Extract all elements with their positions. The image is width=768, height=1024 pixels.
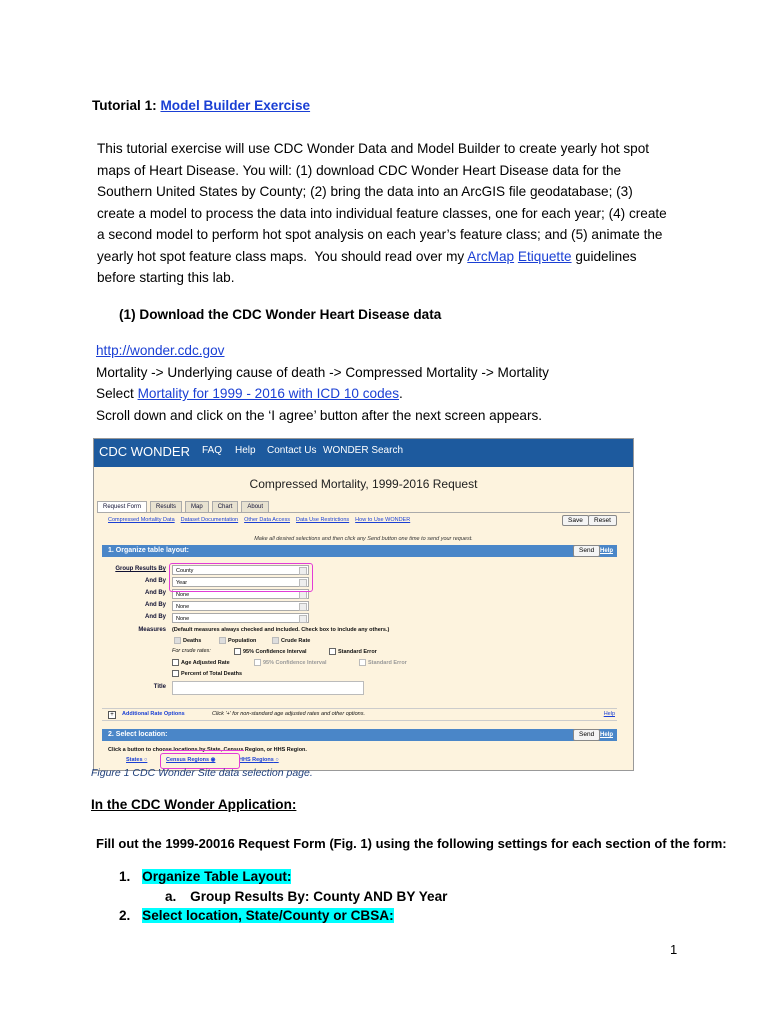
checkbox-disabled (219, 637, 226, 644)
list-text: Group Results By: County AND BY Year (190, 889, 448, 904)
section-title: 2. Select location: (108, 731, 168, 738)
option-label: 95% Confidence Interval (263, 659, 327, 666)
list-number: 2. (119, 908, 131, 923)
cdc-wonder-logo: CDC WONDER (99, 444, 190, 459)
reset-button[interactable]: Reset (588, 515, 617, 526)
nav-contact-us[interactable]: Contact Us (267, 445, 317, 456)
group-by-select-4[interactable] (172, 601, 309, 611)
checkbox-disabled (174, 637, 181, 644)
section-organize-table (102, 545, 617, 557)
tab-about[interactable]: About (241, 501, 269, 512)
intro-line: a second model to perform hot spot analysis on each year’s feature class; and (5) animate the (97, 227, 663, 242)
select-value: None (176, 592, 190, 598)
tutorial-prefix: Tutorial 1: (92, 98, 161, 113)
radio-label: Census Regions (166, 757, 210, 763)
title-input[interactable] (172, 681, 364, 695)
option-label: Standard Error (368, 659, 407, 666)
intro-line: maps of Heart Disease. You will: (1) download CDC Wonder Heart Disease data for the (97, 162, 622, 178)
select-value: None (176, 616, 190, 622)
option-label: Standard Error (338, 648, 377, 655)
measures-label: Measures (138, 627, 166, 633)
additional-rate-options-row (102, 708, 617, 721)
checkbox[interactable] (329, 648, 336, 655)
radio-census-regions[interactable]: Census Regions ◉ (166, 757, 216, 763)
and-by-label: And By (145, 590, 166, 596)
intro-paragraph (97, 138, 697, 289)
help-link[interactable]: Help (599, 548, 613, 554)
app-heading: In the CDC Wonder Application: (91, 797, 297, 812)
location-note: Click a button to choose locations by State, Census Region, or HHS Region. (108, 747, 307, 753)
cdc-wonder-screenshot (93, 438, 634, 771)
annotation-highlight (169, 563, 313, 592)
dataset-link[interactable]: Compressed Mortality Data (108, 517, 175, 523)
group-results-label: Group Results By (115, 566, 166, 572)
crude-rates-label: For crude rates: (172, 648, 211, 654)
radio-label: States (126, 757, 143, 763)
etiquette-link[interactable]: Etiquette (517, 248, 572, 264)
help-link[interactable]: Help (603, 711, 615, 717)
option-label: Age Adjusted Rate (181, 659, 230, 666)
additional-options-note: Click '+' for non-standard age adjusted rates and other options. (212, 711, 365, 717)
select-prefix: Select (96, 386, 138, 401)
and-by-label: And By (145, 578, 166, 584)
measure-label: Population (228, 637, 257, 644)
form-tabs (97, 501, 269, 512)
list-number: 1. (119, 869, 131, 884)
expand-plus-icon[interactable]: + (108, 711, 116, 719)
fill-instructions: Fill out the 1999-20016 Request Form (Fig. 1) using the following settings for each section of the form: (96, 836, 727, 851)
list-item (119, 866, 291, 888)
measure-label: Deaths (183, 637, 202, 644)
group-by-select-5[interactable] (172, 613, 309, 623)
list-item (119, 905, 394, 927)
request-title: Compressed Mortality, 1999-2016 Request (249, 477, 478, 491)
page-number: 1 (670, 942, 678, 957)
dataset-link[interactable]: Other Data Access (244, 517, 290, 523)
tab-request-form[interactable]: Request Form (97, 501, 147, 512)
dataset-link[interactable]: How to Use WONDER (355, 517, 411, 523)
model-builder-link[interactable]: Model Builder Exercise (160, 98, 311, 113)
send-button[interactable]: Send (573, 545, 600, 557)
tab-map[interactable]: Map (185, 501, 209, 512)
measure-default-population (219, 637, 256, 644)
checkbox[interactable] (172, 659, 179, 666)
chevron-down-icon (299, 591, 307, 599)
nav-path-text: Mortality -> Underlying cause of death -> Compressed Mortality -> Mortality (96, 364, 549, 380)
send-note: Make all desired selections and then click any Send button one time to send your request. (254, 536, 473, 542)
dataset-link[interactable]: Data Use Restrictions (295, 517, 350, 523)
nav-wonder-search[interactable]: WONDER Search (323, 445, 404, 456)
measures-note: (Default measures always checked and included. Check box to include any others.) (172, 627, 390, 633)
send-button[interactable]: Send (573, 729, 600, 741)
checkbox[interactable] (172, 670, 179, 677)
list-text-highlighted: Organize Table Layout: (142, 869, 292, 884)
list-letter: a. (165, 889, 177, 904)
checkbox[interactable] (254, 659, 261, 666)
nav-help[interactable]: Help (235, 445, 256, 456)
select-line (96, 383, 549, 405)
tutorial-title (92, 95, 310, 117)
instructions (96, 340, 549, 426)
dataset-link[interactable]: Dataset Documentation (180, 517, 239, 523)
step1-heading: (1) Download the CDC Wonder Heart Disease data (119, 307, 442, 322)
checkbox-disabled (272, 637, 279, 644)
crude-se-option[interactable] (329, 648, 377, 655)
option-label: Percent of Total Deaths (181, 670, 243, 677)
arcmap-link[interactable]: ArcMap (467, 248, 515, 264)
figure-caption: Figure 1 CDC Wonder Site data selection page. (91, 767, 313, 779)
option-label: 95% Confidence Interval (243, 648, 307, 655)
cdc-wonder-url-link[interactable]: http://wonder.cdc.gov (96, 343, 225, 358)
tab-results[interactable]: Results (150, 501, 182, 512)
select-suffix: . (399, 386, 403, 401)
additional-options-label[interactable]: Additional Rate Options (122, 711, 185, 717)
select-value: Year (176, 580, 188, 586)
scroll-text: Scroll down and click on the ‘I agree’ button after the next screen appears. (96, 407, 543, 423)
chevron-down-icon (299, 615, 307, 623)
radio-hhs-regions[interactable]: HHS Regions ○ (239, 757, 279, 763)
checkbox[interactable] (234, 648, 241, 655)
strikethrough-annotation (164, 750, 244, 751)
and-by-label: And By (145, 614, 166, 620)
intro-line: before starting this lab. (97, 270, 235, 285)
age-se-option[interactable] (359, 659, 407, 666)
cdc-header-bar (94, 439, 633, 467)
intro-line-with-link (97, 246, 697, 268)
section-title: 1. Organize table layout: (108, 547, 189, 554)
intro-line: This tutorial exercise will use CDC Wonder Data and Model Builder to create yearly hot spot (97, 141, 650, 156)
age-ci-option[interactable] (254, 659, 327, 666)
save-button[interactable]: Save (562, 515, 589, 526)
dataset-links (108, 517, 410, 523)
list-text-highlighted: Select location, State/County or CBSA: (142, 908, 394, 923)
section-select-location (102, 729, 617, 741)
checkbox[interactable] (359, 659, 366, 666)
intro-line: create a model to process the data into individual feature classes, one for each year; (4) create (97, 205, 667, 221)
mortality-icd10-link[interactable]: Mortality for 1999 - 2016 with ICD 10 codes (137, 386, 399, 401)
measure-label: Crude Rate (281, 637, 311, 644)
select-value: County (176, 568, 194, 574)
radio-states[interactable]: States ○ (126, 757, 148, 763)
select-value: None (176, 604, 190, 610)
chevron-down-icon (299, 603, 307, 611)
percent-deaths-option[interactable] (172, 670, 242, 677)
tab-chart[interactable]: Chart (212, 501, 239, 512)
measure-default-crude-rate (272, 637, 310, 644)
title-label: Title (153, 684, 166, 690)
radio-label: HHS Regions (239, 757, 274, 763)
intro-line: Southern United States by County; (2) bring the data into an ArcGIS file geodatabase; (3) (97, 184, 633, 199)
crude-ci-option[interactable] (234, 648, 307, 655)
age-adjusted-option[interactable] (172, 659, 230, 666)
help-link[interactable]: Help (599, 732, 613, 738)
and-by-label: And By (145, 602, 166, 608)
intro-line-text: yearly hot spot feature class maps. You should read over my (97, 248, 468, 264)
tab-divider (97, 512, 630, 513)
measure-default-deaths (174, 637, 201, 644)
nav-faq[interactable]: FAQ (202, 445, 223, 456)
after-link-text: guidelines (571, 248, 637, 264)
